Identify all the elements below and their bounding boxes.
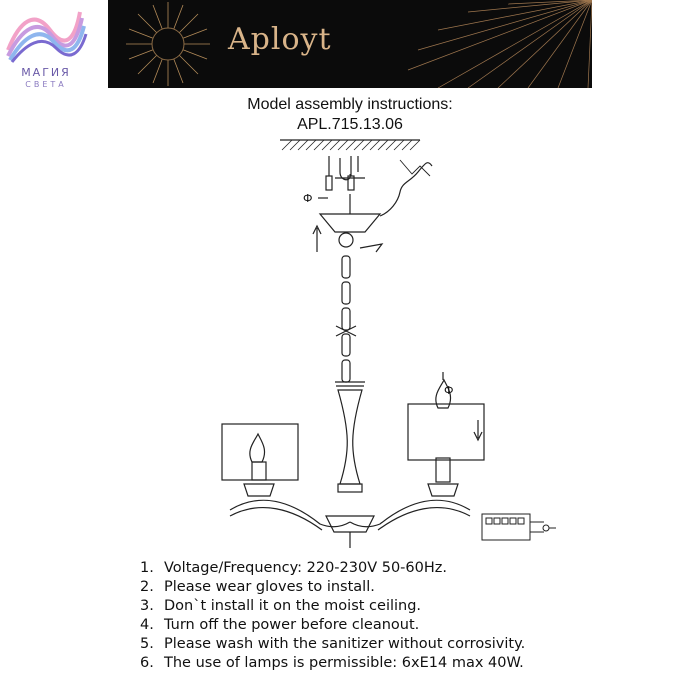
chandelier-diagram xyxy=(200,132,500,552)
title-line-1: Model assembly instructions: xyxy=(247,96,453,113)
model-number: APL.715.13.06 xyxy=(297,116,403,133)
sun-rays-icon xyxy=(108,0,592,88)
svg-text:Ф: Ф xyxy=(303,192,313,205)
canopy xyxy=(320,214,380,232)
logo-name: МАГИЯ xyxy=(21,66,71,79)
list-item: 3. Don`t install it on the moist ceiling. xyxy=(140,598,422,614)
mounting-screws-icon xyxy=(326,156,365,190)
left-arm xyxy=(230,500,350,527)
brand-banner xyxy=(108,0,592,88)
instructions-list xyxy=(140,559,525,673)
logo-waves-icon xyxy=(0,0,100,66)
chain xyxy=(336,256,356,382)
right-shade xyxy=(408,404,484,460)
svg-text:Ф: Ф xyxy=(444,384,454,397)
terminal-block-icon xyxy=(480,508,560,548)
ceiling-hatch xyxy=(282,140,420,150)
stem-body xyxy=(338,390,362,484)
left-bulb-icon xyxy=(250,434,265,462)
logo xyxy=(0,0,100,100)
list-item: 4. Turn off the power before cleanout. xyxy=(140,617,420,633)
page-title xyxy=(0,95,700,135)
ring xyxy=(339,233,353,247)
list-item: 5. Please wash with the sanitizer without corrosivity. xyxy=(140,636,526,652)
list-item: 2. Please wear gloves to install. xyxy=(140,579,375,595)
logo-subtitle: СВЕТА xyxy=(25,80,67,89)
list-item: 6. The use of lamps is permissible: 6xE14 max 40W. xyxy=(140,655,524,671)
left-shade xyxy=(222,424,298,480)
list-item: 1. Voltage/Frequency: 220-230V 50-60Hz. xyxy=(140,560,447,576)
right-arm xyxy=(350,500,470,527)
brand-name: Aployt xyxy=(228,22,332,57)
